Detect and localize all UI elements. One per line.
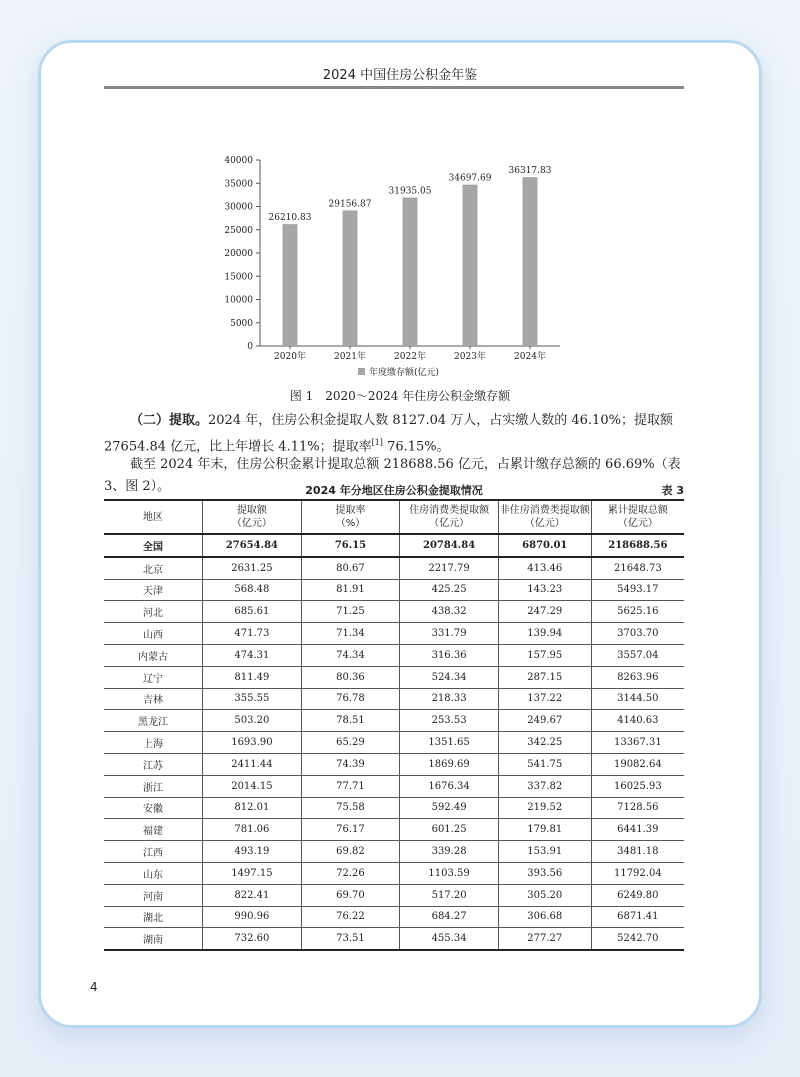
value-cell: 247.29	[498, 601, 591, 623]
value-cell: 474.31	[203, 644, 302, 666]
value-cell: 69.82	[301, 841, 400, 863]
value-cell: 5493.17	[591, 579, 684, 601]
table-row	[104, 819, 684, 841]
value-cell: 69.70	[301, 884, 400, 906]
value-cell: 425.25	[400, 579, 499, 601]
running-header: 2024 中国住房公积金年鉴	[322, 68, 478, 83]
value-cell: 77.71	[301, 775, 400, 797]
value-cell: 393.56	[498, 862, 591, 884]
value-cell: 78.51	[301, 710, 400, 732]
region-cell: 吉林	[104, 688, 203, 710]
column-header: 非住房消费类提取额 （亿元）	[498, 500, 591, 534]
data-label: 26210.83	[268, 213, 312, 224]
table-row	[104, 666, 684, 688]
value-cell: 20784.84	[400, 534, 499, 557]
region-cell: 江苏	[104, 753, 203, 775]
value-cell: 1693.90	[203, 732, 302, 754]
value-cell: 438.32	[400, 601, 499, 623]
table-row	[104, 928, 684, 950]
value-cell: 253.53	[400, 710, 499, 732]
region-cell: 湖南	[104, 928, 203, 950]
value-cell: 6870.01	[498, 534, 591, 557]
value-cell: 137.22	[498, 688, 591, 710]
value-cell: 76.15	[301, 534, 400, 557]
table-row	[104, 775, 684, 797]
value-cell: 8263.96	[591, 666, 684, 688]
paragraph-tail: 76.15%。	[382, 439, 450, 455]
value-cell: 2014.15	[203, 775, 302, 797]
column-header: 提取率 （%）	[301, 500, 400, 534]
region-cell: 山东	[104, 862, 203, 884]
bar-2020年	[283, 224, 298, 346]
value-cell: 5242.70	[591, 928, 684, 950]
data-label: 34697.69	[448, 173, 492, 184]
region-cell: 河北	[104, 601, 203, 623]
value-cell: 75.58	[301, 797, 400, 819]
value-cell: 143.23	[498, 579, 591, 601]
value-cell: 74.39	[301, 753, 400, 775]
value-cell: 3703.70	[591, 623, 684, 645]
region-cell: 黑龙江	[104, 710, 203, 732]
bar-2021年	[343, 210, 358, 346]
value-cell: 277.27	[498, 928, 591, 950]
table-row	[104, 753, 684, 775]
value-cell: 81.91	[301, 579, 400, 601]
y-tick-label: 40000	[224, 156, 253, 166]
region-cell: 内蒙古	[104, 644, 203, 666]
y-tick-label: 35000	[224, 179, 253, 190]
value-cell: 1103.59	[400, 862, 499, 884]
y-tick-label: 0	[247, 342, 253, 352]
table-row	[104, 862, 684, 884]
x-tick-label: 2023年	[454, 352, 486, 362]
value-cell: 2411.44	[203, 753, 302, 775]
table-row-total	[104, 534, 684, 557]
table-row	[104, 906, 684, 928]
y-tick-label: 15000	[224, 272, 253, 283]
value-cell: 6249.80	[591, 884, 684, 906]
value-cell: 355.55	[203, 688, 302, 710]
value-cell: 1497.15	[203, 862, 302, 884]
column-header: 住房消费类提取额 （亿元）	[400, 500, 499, 534]
table-row	[104, 732, 684, 754]
value-cell: 73.51	[301, 928, 400, 950]
region-cell: 山西	[104, 623, 203, 645]
value-cell: 65.29	[301, 732, 400, 754]
paragraph-cumulative: 截至 2024 年末，住房公积金累计提取总额 218688.56 亿元，占累计缴存总额的 66.69%（表 3、图 2）。	[104, 457, 681, 494]
value-cell: 76.78	[301, 688, 400, 710]
value-cell: 568.48	[203, 579, 302, 601]
value-cell: 218688.56	[591, 534, 684, 557]
table-row	[104, 688, 684, 710]
value-cell: 76.22	[301, 906, 400, 928]
data-label: 29156.87	[328, 199, 372, 210]
value-cell: 1869.69	[400, 753, 499, 775]
footnote-ref: [1]	[371, 438, 383, 447]
value-cell: 305.20	[498, 884, 591, 906]
value-cell: 503.20	[203, 710, 302, 732]
column-header: 提取额 （亿元）	[203, 500, 302, 534]
x-tick-label: 2021年	[334, 352, 366, 362]
value-cell: 524.34	[400, 666, 499, 688]
value-cell: 822.41	[203, 884, 302, 906]
table-title: 2024 年分地区住房公积金提取情况	[305, 484, 483, 497]
y-tick-label: 20000	[224, 249, 253, 259]
value-cell: 990.96	[203, 906, 302, 928]
table-row	[104, 797, 684, 819]
table-body	[104, 534, 684, 950]
value-cell: 1676.34	[400, 775, 499, 797]
value-cell: 413.46	[498, 557, 591, 579]
table-row	[104, 557, 684, 579]
value-cell: 2217.79	[400, 557, 499, 579]
value-cell: 541.75	[498, 753, 591, 775]
value-cell: 16025.93	[591, 775, 684, 797]
table-header-row	[104, 500, 684, 534]
x-tick-label: 2024年	[514, 352, 546, 362]
value-cell: 592.49	[400, 797, 499, 819]
value-cell: 7128.56	[591, 797, 684, 819]
value-cell: 684.27	[400, 906, 499, 928]
value-cell: 80.67	[301, 557, 400, 579]
value-cell: 781.06	[203, 819, 302, 841]
value-cell: 331.79	[400, 623, 499, 645]
value-cell: 471.73	[203, 623, 302, 645]
x-tick-label: 2022年	[394, 352, 426, 362]
bar-chart	[180, 148, 600, 388]
value-cell: 455.34	[400, 928, 499, 950]
y-tick-label: 10000	[224, 295, 253, 306]
region-cell: 福建	[104, 819, 203, 841]
region-cell: 天津	[104, 579, 203, 601]
value-cell: 685.61	[203, 601, 302, 623]
value-cell: 179.81	[498, 819, 591, 841]
table-row	[104, 623, 684, 645]
page-number: 4	[90, 980, 98, 994]
value-cell: 11792.04	[591, 862, 684, 884]
value-cell: 3481.18	[591, 841, 684, 863]
value-cell: 5625.16	[591, 601, 684, 623]
value-cell: 19082.64	[591, 753, 684, 775]
table-row	[104, 884, 684, 906]
table-row	[104, 579, 684, 601]
region-cell: 湖北	[104, 906, 203, 928]
value-cell: 76.17	[301, 819, 400, 841]
value-cell: 517.20	[400, 884, 499, 906]
region-cell: 上海	[104, 732, 203, 754]
region-cell: 江西	[104, 841, 203, 863]
value-cell: 812.01	[203, 797, 302, 819]
region-withdrawal-table	[104, 499, 684, 951]
column-header: 累计提取总额 （亿元）	[591, 500, 684, 534]
value-cell: 249.67	[498, 710, 591, 732]
bar-2024年	[523, 177, 538, 346]
value-cell: 3144.50	[591, 688, 684, 710]
value-cell: 74.34	[301, 644, 400, 666]
value-cell: 342.25	[498, 732, 591, 754]
value-cell: 4140.63	[591, 710, 684, 732]
value-cell: 218.33	[400, 688, 499, 710]
value-cell: 13367.31	[591, 732, 684, 754]
value-cell: 3557.04	[591, 644, 684, 666]
column-header: 地区	[104, 500, 203, 534]
x-tick-label: 2020年	[274, 352, 306, 362]
value-cell: 316.36	[400, 644, 499, 666]
table-row	[104, 644, 684, 666]
header-rule	[104, 86, 684, 89]
paragraph-text: 2024 年，住房公积金提取人数 8127.04 万人，占实缴人数的 46.10%；提取额 27654.84 亿元，比上年增长 4.11%；提取率	[104, 413, 673, 455]
value-cell: 6871.41	[591, 906, 684, 928]
region-cell: 浙江	[104, 775, 203, 797]
table-row	[104, 710, 684, 732]
value-cell: 1351.65	[400, 732, 499, 754]
region-cell: 辽宁	[104, 666, 203, 688]
bar-2022年	[403, 198, 418, 346]
region-cell: 安徽	[104, 797, 203, 819]
figure-caption: 图 1 2020～2024 年住房公积金缴存额	[289, 389, 511, 403]
region-cell: 全国	[104, 534, 203, 557]
value-cell: 21648.73	[591, 557, 684, 579]
table-row	[104, 841, 684, 863]
bar-2023年	[463, 185, 478, 346]
value-cell: 139.94	[498, 623, 591, 645]
legend-label: 年度缴存额(亿元)	[369, 368, 440, 378]
value-cell: 306.68	[498, 906, 591, 928]
value-cell: 80.36	[301, 666, 400, 688]
value-cell: 2631.25	[203, 557, 302, 579]
legend-swatch	[358, 368, 365, 375]
value-cell: 337.82	[498, 775, 591, 797]
region-cell: 北京	[104, 557, 203, 579]
y-tick-label: 30000	[224, 202, 253, 213]
table-row	[104, 601, 684, 623]
table-number: 表 3	[661, 484, 684, 497]
value-cell: 153.91	[498, 841, 591, 863]
y-tick-label: 5000	[230, 318, 253, 329]
value-cell: 601.25	[400, 819, 499, 841]
value-cell: 72.26	[301, 862, 400, 884]
value-cell: 71.25	[301, 601, 400, 623]
value-cell: 157.95	[498, 644, 591, 666]
paragraph-lead: （二）提取。	[130, 413, 209, 428]
value-cell: 493.19	[203, 841, 302, 863]
value-cell: 27654.84	[203, 534, 302, 557]
value-cell: 6441.39	[591, 819, 684, 841]
value-cell: 287.15	[498, 666, 591, 688]
value-cell: 732.60	[203, 928, 302, 950]
y-tick-label: 25000	[224, 225, 253, 236]
value-cell: 219.52	[498, 797, 591, 819]
value-cell: 811.49	[203, 666, 302, 688]
data-label: 36317.83	[508, 166, 552, 177]
paragraph-withdrawal	[104, 410, 684, 458]
value-cell: 339.28	[400, 841, 499, 863]
region-cell: 河南	[104, 884, 203, 906]
value-cell: 71.34	[301, 623, 400, 645]
data-label: 31935.05	[388, 186, 432, 197]
